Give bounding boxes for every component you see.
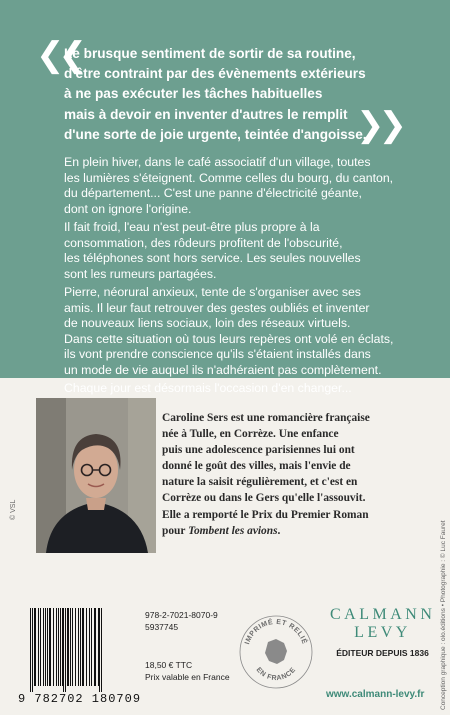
synopsis-paragraph	[64, 220, 424, 282]
quote-line: d'une sorte de joie urgente, teintée d'angoisse.	[64, 126, 367, 142]
synopsis-line: les lumières s'éteignent. Comme celles du bourg, du canton,	[64, 170, 394, 185]
bio-line: Caroline Sers est une romancière française	[162, 412, 370, 424]
bio-suffix: .	[277, 524, 281, 537]
barcode-icon	[20, 608, 135, 698]
synopsis-paragraph	[64, 285, 424, 379]
author-photo	[36, 398, 156, 553]
synopsis-line: Chaque jour est désormais l'occasion d'en changer...	[64, 381, 352, 396]
synopsis-line: amis. Il leur faut retrouver des gestes oubliés et inventer	[64, 300, 370, 315]
book-title: Tombent les avions	[188, 524, 278, 537]
seal-bottom-text: EN FRANCE	[254, 666, 298, 683]
barcode-digits: 9 782702 180709	[18, 692, 142, 706]
synopsis-line: Il fait froid, l'eau n'est peut-être plus propre à la	[64, 219, 320, 234]
quote-line: mais à devoir en inventer d'autres le remplit	[64, 106, 348, 122]
publisher-name-line1: CALMANN	[330, 606, 436, 623]
bio-line: donné le goût des villes, mais l'envie de	[162, 460, 351, 473]
synopsis-line: Dans cette situation où tous leurs repères ont volé en éclats,	[64, 331, 394, 346]
pull-quote	[64, 44, 404, 145]
synopsis-line: les téléphones sont hors service. Les seules nouvelles	[64, 251, 361, 266]
bio-line: Corrèze ou dans le Gers qu'elle l'assouvit.	[162, 492, 366, 505]
synopsis-line: un mode de vie auquel ils n'adhéraient pas complètement.	[64, 362, 382, 377]
quote-close-icon: ❯❯	[356, 105, 401, 145]
price: 18,50 € TTC	[145, 660, 193, 670]
synopsis-line: consommation, des rôdeurs profitent de l'obscurité,	[64, 235, 343, 250]
publisher-name-line2: LEVY	[354, 624, 411, 641]
synopsis-paragraph	[64, 381, 424, 397]
quote-line: Le brusque sentiment de sortir de sa routine,	[64, 46, 356, 61]
seal-top-text: IMPRIMÉ ET RELIÉ	[244, 618, 308, 646]
photo-credit: © VSL	[10, 499, 17, 520]
synopsis-line: sont les rumeurs partagées.	[64, 266, 217, 281]
synopsis-line: de nouveaux liens sociaux, loin des réseaux virtuels.	[64, 316, 351, 331]
synopsis-line: dont on ignore l'origine.	[64, 201, 192, 216]
bio-line: Elle a remporté le Prix du Premier Roman	[162, 508, 369, 521]
quote-line: à ne pas exécuter les tâches habituelles	[64, 86, 323, 102]
synopsis-line: Pierre, néorural anxieux, tente de s'organiser avec ses	[64, 284, 361, 299]
isbn-block	[145, 610, 218, 633]
price-block	[145, 660, 230, 683]
synopsis-line: ils vont prendre conscience qu'ils s'étaient installés dans	[64, 347, 371, 362]
synopsis-line: du département... C'est une panne d'électricité géante,	[64, 186, 362, 201]
publisher-url[interactable]: www.calmann-levy.fr	[326, 689, 425, 700]
isbn: 978-2-7021-8070-9	[145, 610, 218, 620]
author-portrait-icon	[36, 398, 156, 553]
quote-open-icon: ❮❮	[36, 35, 81, 75]
svg-text:EN FRANCE	[255, 666, 298, 682]
synopsis-paragraph	[64, 155, 424, 217]
publisher-logo	[330, 606, 435, 658]
author-bio	[162, 410, 430, 539]
made-in-france-seal-icon	[236, 612, 316, 692]
bio-line-last	[162, 523, 430, 539]
bio-prefix: pour	[162, 524, 189, 537]
design-credit: Conception graphique : olo.éditions • Photographie : © Luc Fauret	[440, 520, 447, 710]
synopsis-text	[64, 155, 424, 397]
quote-line: d'être contraint par des évènements extérieurs	[64, 66, 366, 82]
bio-line: puis une adolescence parisiennes lui ont	[162, 444, 355, 457]
product-code: 5937745	[145, 621, 179, 632]
bio-line: nature la saisit régulièrement, et c'est en	[162, 476, 358, 489]
price-note: Prix valable en France	[145, 671, 230, 682]
publisher-since: ÉDITEUR DEPUIS 1836	[336, 648, 429, 658]
synopsis-line: En plein hiver, dans le café associatif d'un village, toutes	[64, 155, 371, 169]
bio-line: née à Tulle, en Corrèze. Une enfance	[162, 428, 339, 441]
